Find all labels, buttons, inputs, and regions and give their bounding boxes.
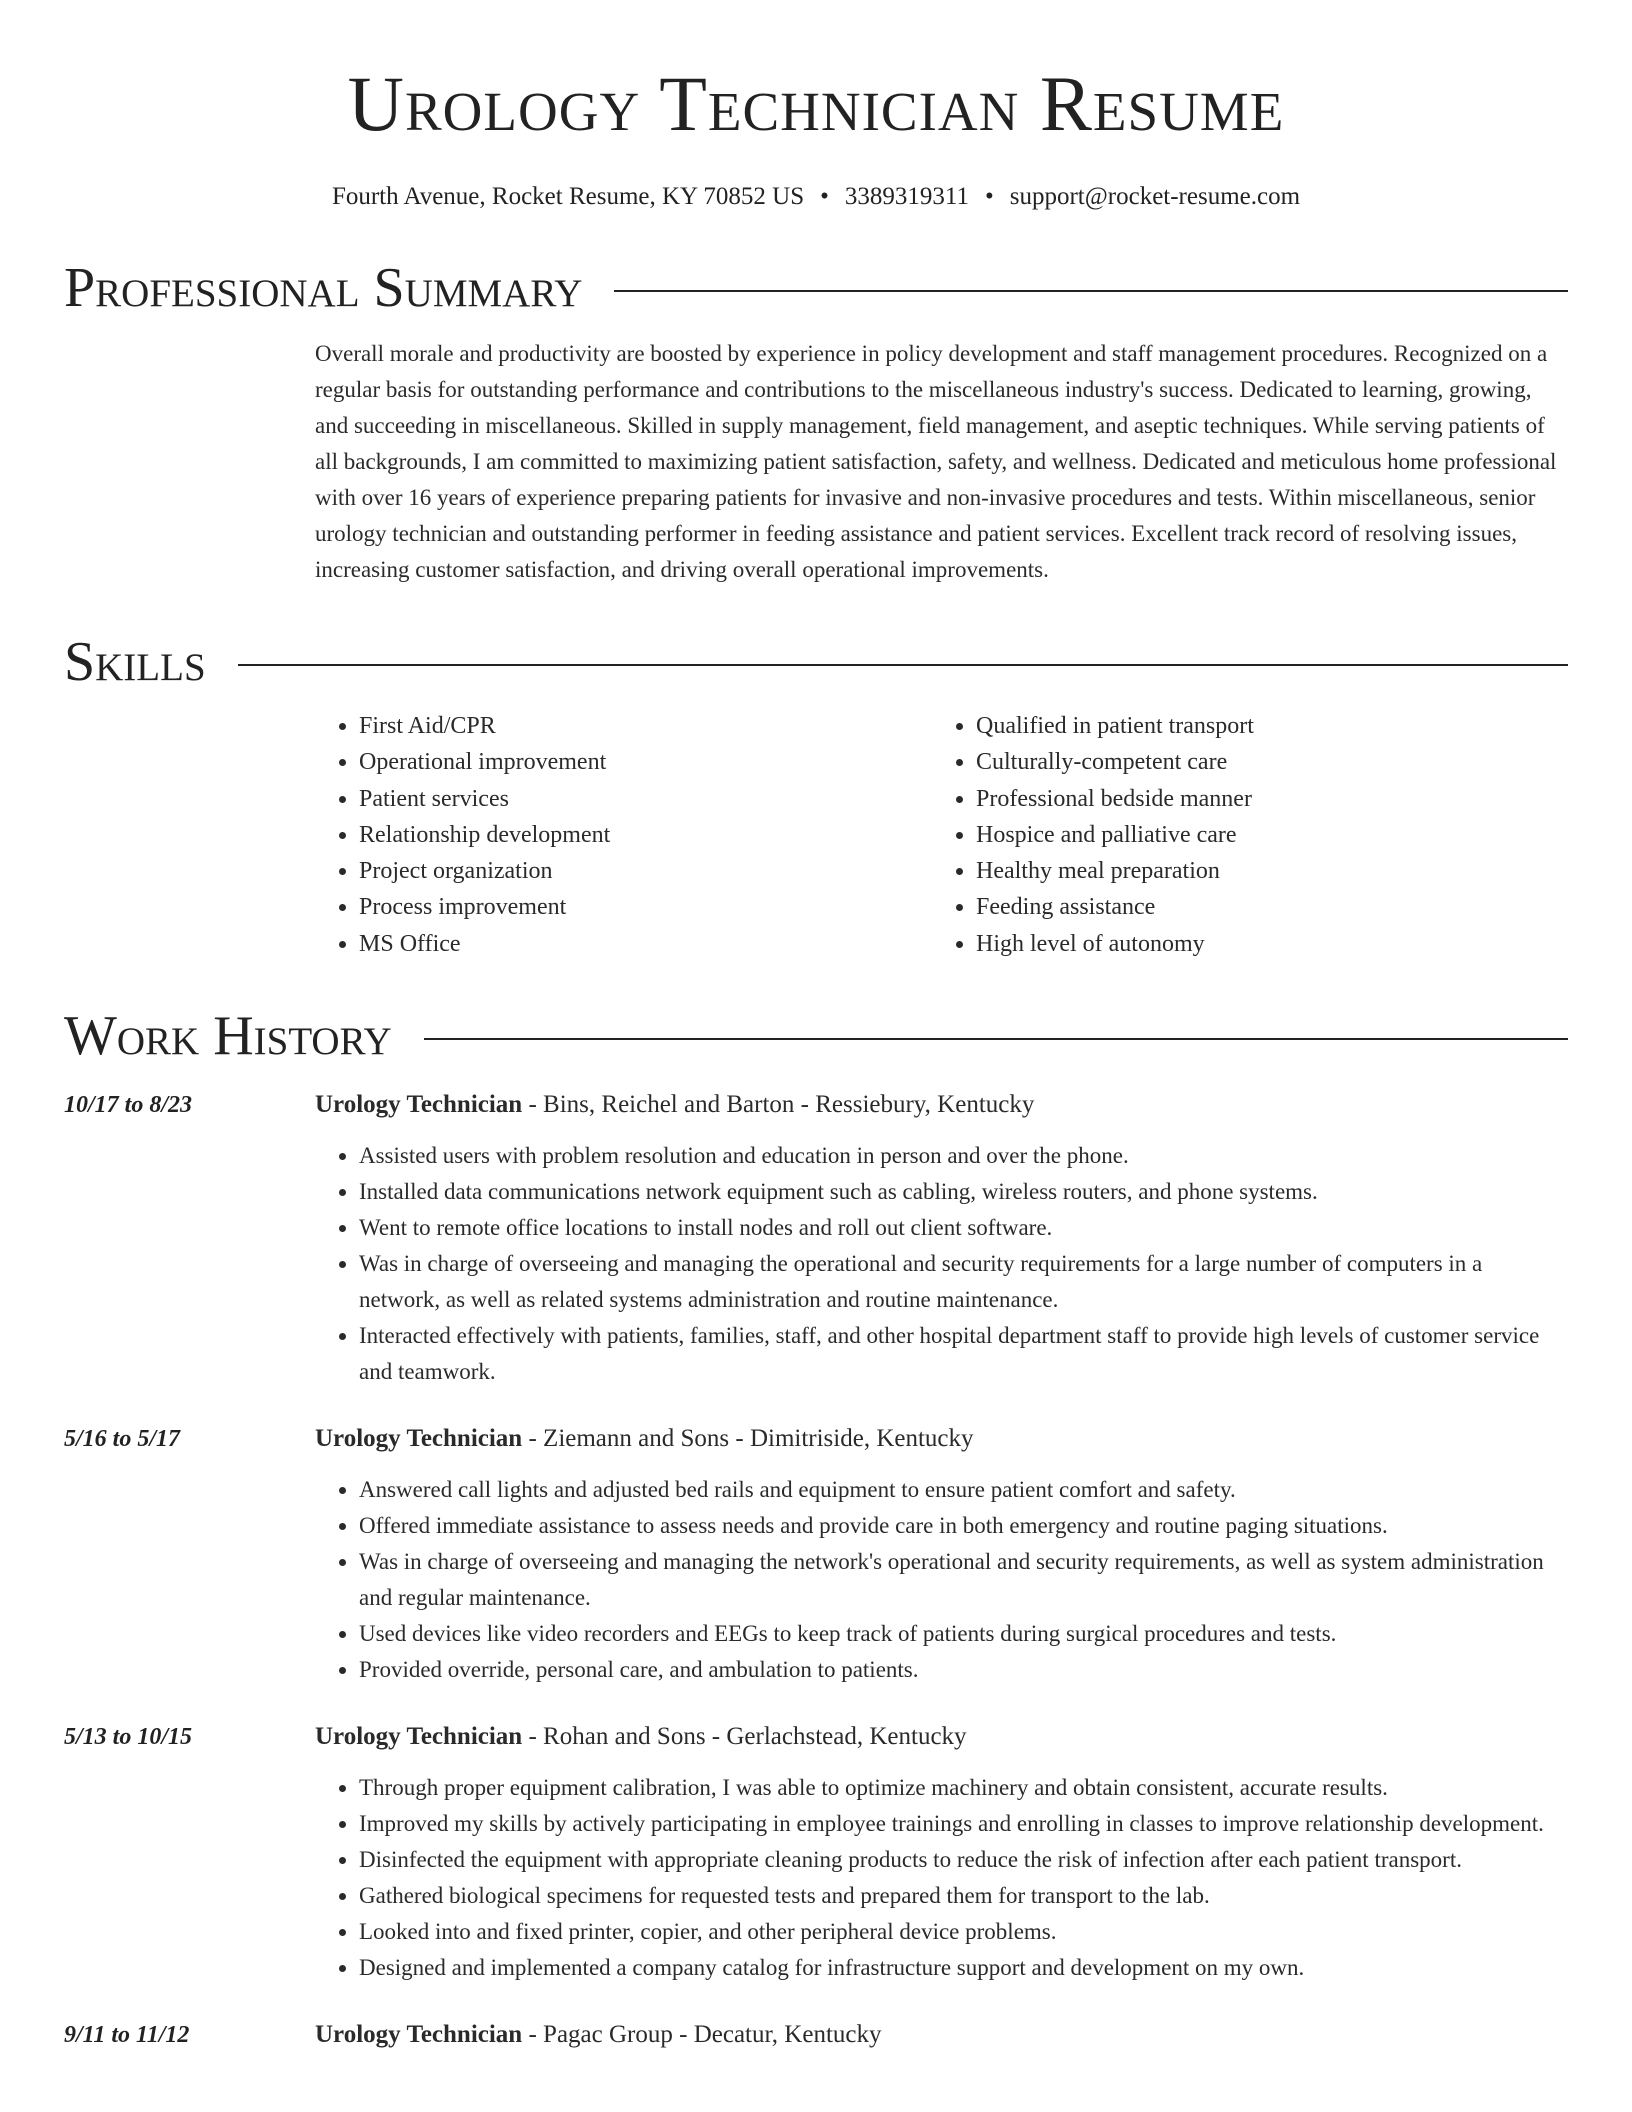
section-divider [238, 664, 1568, 666]
job-employer-location: - Pagac Group - Decatur, Kentucky [522, 2021, 882, 2049]
responsibility-item: • Was in charge of overseeing and managing the operational and security requirements for a large number of computers in a network, as well as related systems administration and routine maintenance. [359, 1246, 1568, 1318]
responsibility-item: • Went to remote office locations to install nodes and roll out client software. [359, 1210, 1568, 1246]
job-dates: 9/11 to 11/12 [64, 2022, 190, 2049]
resume-page [64, 0, 1568, 2052]
contact-separator: • [984, 183, 994, 210]
skill-item: • Operational improvement [359, 744, 932, 780]
professional-summary-heading: Professional Summary [64, 257, 583, 319]
job-responsibilities [315, 1770, 1568, 1986]
job-entry [64, 2018, 1568, 2052]
responsibility-item: • Offered immediate assistance to assess needs and provide care in both emergency and routine paging situations. [359, 1508, 1568, 1544]
section-divider [614, 290, 1568, 292]
skill-item: • Professional bedside manner [976, 781, 1549, 817]
job-details [315, 1720, 1568, 1986]
responsibility-item: • Looked into and fixed printer, copier, and other peripheral device problems. [359, 1914, 1568, 1950]
responsibility-item: • Interacted effectively with patients, families, staff, and other hospital department staff to provide high levels of customer service and teamwork. [359, 1318, 1568, 1390]
contact-email[interactable]: support@rocket-resume.com [1009, 183, 1301, 210]
job-title: Urology Technician [315, 1723, 523, 1751]
job-responsibilities [315, 1472, 1568, 1688]
job-title: Urology Technician [315, 2021, 523, 2049]
skills-heading: Skills [64, 631, 206, 693]
responsibility-item: • Assisted users with problem resolution and education in person and over the phone. [359, 1138, 1568, 1174]
job-entry [64, 1422, 1568, 1688]
skills-section-header [64, 628, 1568, 696]
contact-address: Fourth Avenue, Rocket Resume, KY 70852 US [331, 183, 805, 210]
responsibility-item: • Designed and implemented a company catalog for infrastructure support and development on my own. [359, 1950, 1568, 1986]
job-dates: 10/17 to 8/23 [64, 1092, 193, 1119]
responsibility-item: • Answered call lights and adjusted bed rails and equipment to ensure patient comfort and safety. [359, 1472, 1568, 1508]
responsibility-item: • Disinfected the equipment with appropriate cleaning products to reduce the risk of infection after each patient transport. [359, 1842, 1568, 1878]
work-history-list [64, 1088, 1568, 2052]
skill-item: • Hospice and palliative care [976, 817, 1549, 853]
skill-item: • Patient services [359, 781, 932, 817]
job-details [315, 2018, 1568, 2052]
job-employer-location: - Bins, Reichel and Barton - Ressiebury, Kentucky [522, 1091, 1035, 1119]
skill-item: • Project organization [359, 853, 932, 889]
section-divider [424, 1038, 1568, 1040]
responsibility-item: • Was in charge of overseeing and managing the network's operational and security requirements, as well as system administration and regular maintenance. [359, 1544, 1568, 1616]
job-dates: 5/13 to 10/15 [64, 1724, 193, 1751]
contact-phone: 3389319311 [844, 183, 969, 210]
job-title: Urology Technician [315, 1425, 523, 1453]
skill-item: • Healthy meal preparation [976, 853, 1549, 889]
skill-item: • First Aid/CPR [359, 708, 932, 744]
skill-item: • MS Office [359, 926, 932, 962]
job-entry [64, 1720, 1568, 1986]
job-dates: 5/16 to 5/17 [64, 1426, 181, 1453]
job-employer-location: - Rohan and Sons - Gerlachstead, Kentucky [522, 1723, 967, 1751]
responsibility-item: • Used devices like video recorders and EEGs to keep track of patients during surgical procedures and tests. [359, 1616, 1568, 1652]
work-history-section-header [64, 1002, 1568, 1070]
skills-columns [315, 708, 1568, 962]
resume-title: Urology Technician Resume [347, 60, 1285, 147]
job-headline [315, 2018, 1568, 2052]
work-history-heading: Work History [64, 1005, 392, 1068]
skills-list-left [315, 708, 932, 962]
job-entry [64, 1088, 1568, 1390]
skill-item: • Qualified in patient transport [976, 708, 1549, 744]
job-details [315, 1422, 1568, 1688]
job-employer-location: - Ziemann and Sons - Dimitriside, Kentucky [522, 1425, 974, 1453]
responsibility-item: • Provided override, personal care, and ambulation to patients. [359, 1652, 1568, 1688]
skill-item: • Process improvement [359, 889, 932, 925]
responsibility-item: • Installed data communications network equipment such as cabling, wireless routers, and phone systems. [359, 1174, 1568, 1210]
skill-item: • Relationship development [359, 817, 932, 853]
job-headline [315, 1422, 1568, 1456]
contact-line [64, 180, 1568, 214]
professional-summary-section-header [64, 254, 1568, 322]
skill-item: • High level of autonomy [976, 926, 1549, 962]
responsibility-item: • Gathered biological specimens for requested tests and prepared them for transport to the lab. [359, 1878, 1568, 1914]
skills-list-right [932, 708, 1549, 962]
responsibility-item: • Through proper equipment calibration, I was able to optimize machinery and obtain consistent, accurate results. [359, 1770, 1568, 1806]
job-title: Urology Technician [315, 1091, 523, 1119]
job-responsibilities [315, 1138, 1568, 1390]
job-headline [315, 1088, 1568, 1122]
skill-item: • Feeding assistance [976, 889, 1549, 925]
professional-summary-text: Overall morale and productivity are boosted by experience in policy development and staff management procedures. Recognized on a regular basis for outstanding performance and contributions to the miscellaneous industry's success. Dedicated to learning, growing, and succeeding in miscellaneous. Skilled in supply management, field management, and aseptic techniques. While serving patients of all backgrounds, I am committed to maximizing patient satisfaction, safety, and wellness. Dedicated and meticulous home professional with over 16 years of experience preparing patients for invasive and non-invasive procedures and tests. Within miscellaneous, senior urology technician and outstanding performer in feeding assistance and patient services. Excellent track record of resolving issues, increasing customer satisfaction, and driving overall operational improvements. [315, 341, 1557, 582]
responsibility-item: • Improved my skills by actively participating in employee trainings and enrolling in classes to improve relationship development. [359, 1806, 1568, 1842]
job-headline [315, 1720, 1568, 1754]
skill-item: • Culturally-competent care [976, 744, 1549, 780]
contact-separator: • [820, 183, 829, 210]
job-details [315, 1088, 1568, 1390]
